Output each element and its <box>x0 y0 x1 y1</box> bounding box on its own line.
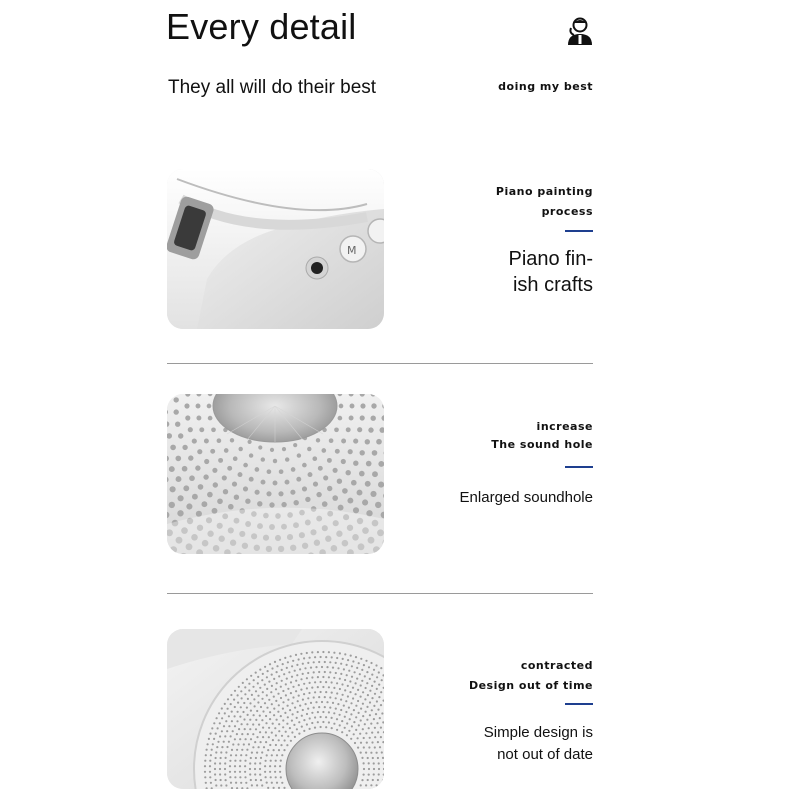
speaker-corner-photo <box>167 169 384 329</box>
section-2-caption-line-2: The sound hole <box>491 438 593 451</box>
section-1-heading-line-2: ish crafts <box>512 274 593 296</box>
section-3-caption-line-1: contracted <box>520 659 593 672</box>
speaker-top-photo <box>167 629 384 789</box>
person-icon <box>566 16 594 46</box>
section-2-caption-line-1: increase <box>536 420 593 433</box>
header-caption: doing my best <box>498 80 593 93</box>
section-divider <box>167 593 593 594</box>
section-1-caption-line-2: process <box>541 205 593 218</box>
page-subtitle: They all will do their best <box>168 77 377 98</box>
section-1-caption-line-1: Piano painting <box>495 185 593 198</box>
section-2-accent-line <box>565 466 593 468</box>
svg-text:M: M <box>347 244 357 257</box>
section-3-heading-line-1: Simple design is <box>483 724 593 741</box>
page-title: Every detail <box>166 6 357 47</box>
speaker-top-illustration <box>167 629 384 789</box>
speaker-grille-illustration <box>167 394 384 554</box>
speaker-grille-photo <box>167 394 384 554</box>
section-3-caption-line-2: Design out of time <box>468 679 593 692</box>
section-1-accent-line <box>565 230 593 232</box>
section-3-accent-line <box>565 703 593 705</box>
section-3-heading-line-2: not out of date <box>497 746 593 763</box>
section-1-heading-line-1: Piano fin- <box>508 248 593 270</box>
section-divider <box>167 363 593 364</box>
section-2-heading-line-1: Enlarged soundhole <box>459 489 593 506</box>
speaker-corner-illustration <box>167 169 384 329</box>
